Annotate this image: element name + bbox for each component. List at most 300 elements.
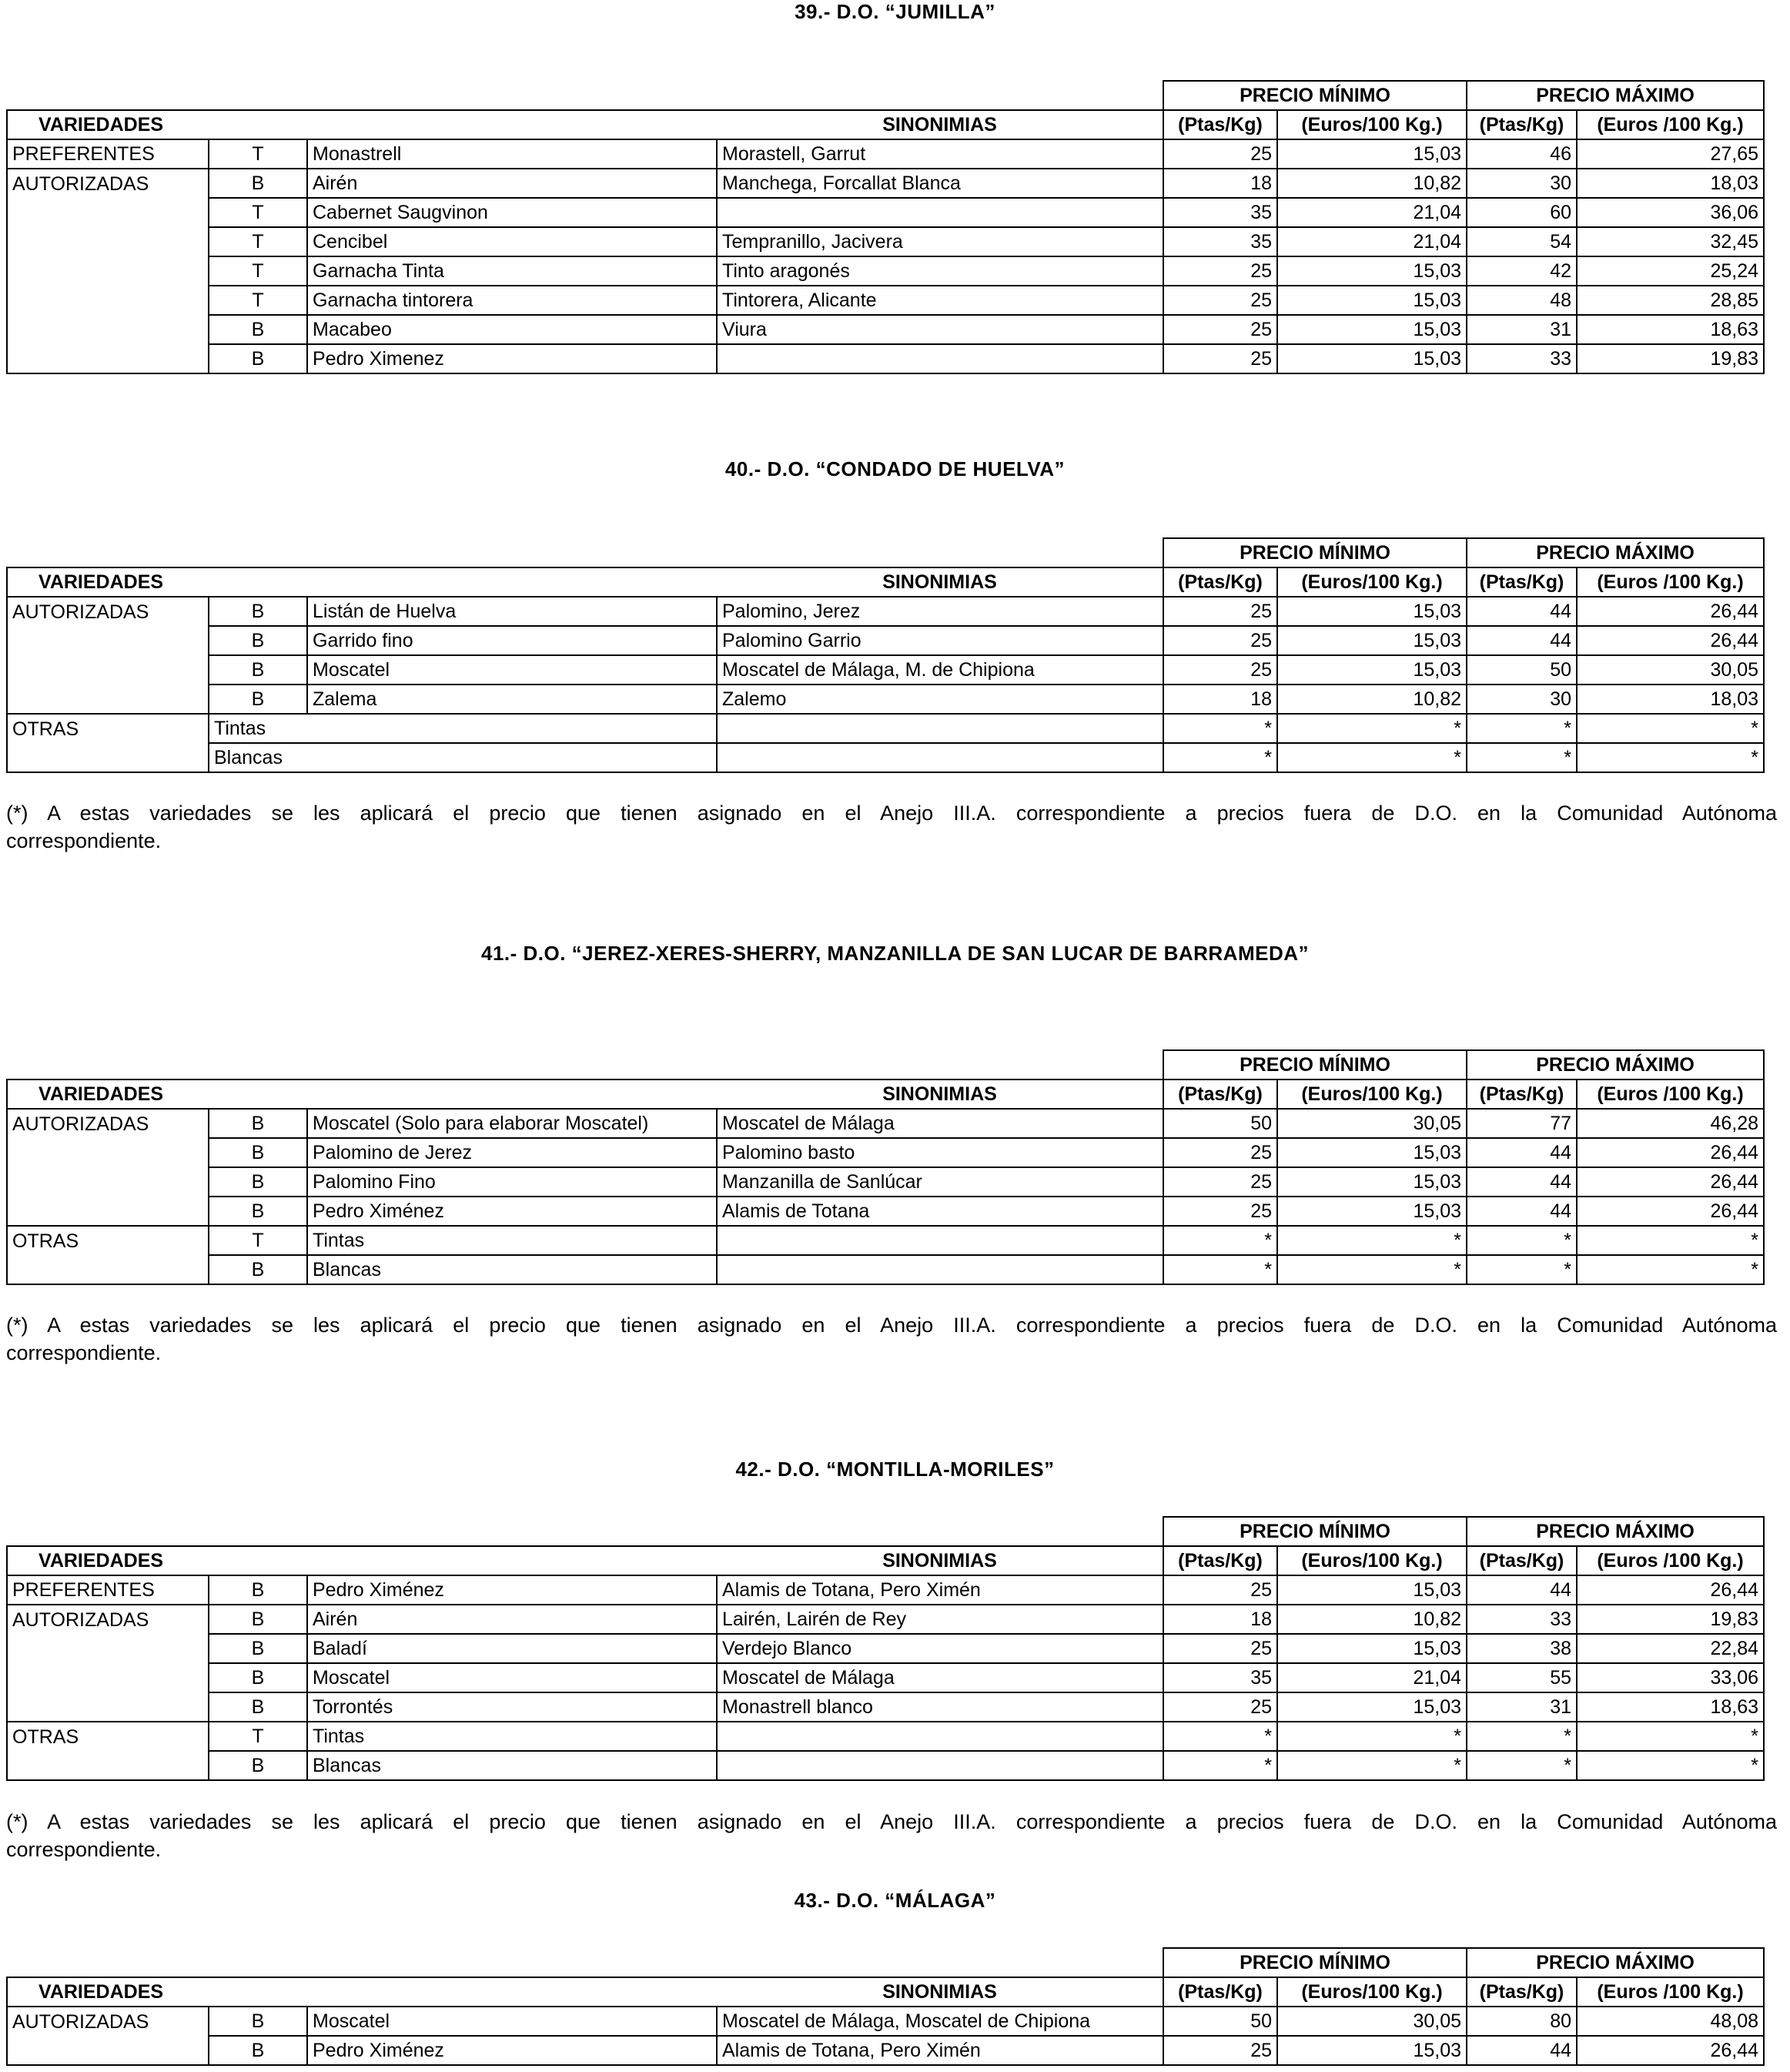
category-cell <box>7 1138 209 1167</box>
min-ptas-cell: * <box>1163 1722 1277 1751</box>
min-euros-cell: 15,03 <box>1277 1197 1467 1226</box>
category-cell: OTRAS <box>7 1226 209 1255</box>
max-euros-cell: 26,44 <box>1577 2036 1764 2065</box>
max-euros-cell: 26,44 <box>1577 1575 1764 1605</box>
synonyms-cell: Verdejo Blanco <box>717 1634 1163 1663</box>
max-ptas-cell: 44 <box>1467 597 1577 626</box>
max-euros-cell: 46,28 <box>1577 1109 1764 1138</box>
max-ptas-cell: * <box>1467 1751 1577 1780</box>
color-cell: B <box>209 1255 307 1284</box>
synonyms-cell <box>717 714 1163 743</box>
footnote-line: (*) A estas variedades se les aplicará el precio que tienen asignado en el Anejo III.A. correspondiente a precios fuera de D.O. en la Comunidad Autónoma <box>6 1314 1777 1337</box>
variety-cell: Garrido fino <box>307 626 717 655</box>
variety-cell: Moscatel <box>307 2007 717 2036</box>
synonyms-cell: Zalemo <box>717 685 1163 714</box>
category-cell: PREFERENTES <box>7 1575 209 1605</box>
variety-cell: Moscatel <box>307 1663 717 1692</box>
category-cell <box>7 1255 209 1284</box>
header-blank <box>7 1050 1163 1080</box>
min-euros-cell: 15,03 <box>1277 286 1467 315</box>
table-row <box>7 198 1764 227</box>
variety-cell: Pedro Ximénez <box>307 2036 717 2065</box>
max-euros-cell: 26,44 <box>1577 1167 1764 1197</box>
header-blank <box>7 1948 1163 1977</box>
color-cell: B <box>209 1167 307 1197</box>
color-cell: T <box>209 198 307 227</box>
max-euros-cell: 26,44 <box>1577 597 1764 626</box>
color-cell: T <box>209 139 307 169</box>
table-row <box>7 1255 1764 1284</box>
max-euros-cell: 26,44 <box>1577 1138 1764 1167</box>
max-euros-cell: 33,06 <box>1577 1663 1764 1692</box>
max-ptas-cell: 44 <box>1467 626 1577 655</box>
category-cell <box>7 1167 209 1197</box>
footnote-line: correspondiente. <box>6 1838 162 1861</box>
section-title: 41.- D.O. “JEREZ-XERES-SHERRY, MANZANILLA DE SAN LUCAR DE BARRAMEDA” <box>480 942 1310 965</box>
min-euros-cell: 15,03 <box>1277 626 1467 655</box>
color-cell: B <box>209 655 307 685</box>
category-cell: AUTORIZADAS <box>7 1109 209 1138</box>
color-cell: T <box>209 1722 307 1751</box>
table-row <box>7 1226 1764 1255</box>
min-ptas-cell: 50 <box>1163 1109 1277 1138</box>
min-euros-cell: 10,82 <box>1277 1605 1467 1634</box>
category-cell <box>7 685 209 714</box>
color-cell: B <box>209 1663 307 1692</box>
precio-maximo-header: PRECIO MÁXIMO <box>1467 81 1764 110</box>
synonyms-cell: Tintorera, Alicante <box>717 286 1163 315</box>
category-cell <box>7 626 209 655</box>
min-euros-cell: 15,03 <box>1277 139 1467 169</box>
variety-cell: Pedro Ximenez <box>307 344 717 373</box>
max-euros-cell: 19,83 <box>1577 1605 1764 1634</box>
min-ptas-cell: * <box>1163 1226 1277 1255</box>
ptas-min-header: (Ptas/Kg) <box>1163 110 1277 139</box>
category-cell: OTRAS <box>7 1722 209 1751</box>
min-ptas-cell: 25 <box>1163 655 1277 685</box>
min-euros-cell: 15,03 <box>1277 344 1467 373</box>
category-cell <box>7 256 209 286</box>
precio-minimo-header: PRECIO MÍNIMO <box>1163 1517 1467 1546</box>
variety-cell: Macabeo <box>307 315 717 344</box>
precio-minimo-header: PRECIO MÍNIMO <box>1163 81 1467 110</box>
synonyms-cell: Alamis de Totana, Pero Ximén <box>717 1575 1163 1605</box>
min-ptas-cell: 25 <box>1163 597 1277 626</box>
max-ptas-cell: * <box>1467 1255 1577 1284</box>
variety-cell: Palomino Fino <box>307 1167 717 1197</box>
color-cell: T <box>209 256 307 286</box>
variety-cell: Moscatel (Solo para elaborar Moscatel) <box>307 1109 717 1138</box>
synonyms-cell: Moscatel de Málaga <box>717 1663 1163 1692</box>
synonyms-cell: Alamis de Totana, Pero Ximén <box>717 2036 1163 2065</box>
table-row <box>7 1138 1764 1167</box>
variety-cell: Blancas <box>307 1255 717 1284</box>
min-euros-cell: 15,03 <box>1277 1138 1467 1167</box>
table-row <box>7 315 1764 344</box>
footnote-line: (*) A estas variedades se les aplicará el precio que tienen asignado en el Anejo III.A. correspondiente a precios fuera de D.O. en la Comunidad Autónoma <box>6 802 1777 825</box>
max-ptas-cell: 33 <box>1467 344 1577 373</box>
synonyms-cell: Lairén, Lairén de Rey <box>717 1605 1163 1634</box>
footnote <box>6 799 1777 855</box>
precio-maximo-header: PRECIO MÁXIMO <box>1467 538 1764 567</box>
color-cell: B <box>209 1751 307 1780</box>
euros-min-header: (Euros/100 Kg.) <box>1277 1080 1467 1109</box>
sinonimias-header: SINONIMIAS <box>717 1546 1163 1575</box>
max-euros-cell: 36,06 <box>1577 198 1764 227</box>
max-euros-cell: 18,63 <box>1577 1692 1764 1722</box>
color-cell: B <box>209 315 307 344</box>
category-cell <box>7 344 209 373</box>
table-row <box>7 1634 1764 1663</box>
max-euros-cell: * <box>1577 743 1764 772</box>
min-ptas-cell: * <box>1163 1751 1277 1780</box>
table-row <box>7 1692 1764 1722</box>
synonyms-cell <box>717 1226 1163 1255</box>
variety-cell: Tintas <box>307 1226 717 1255</box>
category-cell: PREFERENTES <box>7 139 209 169</box>
min-ptas-cell: * <box>1163 1255 1277 1284</box>
category-cell <box>7 315 209 344</box>
max-ptas-cell: 44 <box>1467 1138 1577 1167</box>
color-cell: B <box>209 1692 307 1722</box>
table-row <box>7 597 1764 626</box>
synonyms-cell <box>717 344 1163 373</box>
min-ptas-cell: 25 <box>1163 1692 1277 1722</box>
price-table <box>6 537 1765 773</box>
precio-maximo-header: PRECIO MÁXIMO <box>1467 1517 1764 1546</box>
max-ptas-cell: 42 <box>1467 256 1577 286</box>
max-euros-cell: 28,85 <box>1577 286 1764 315</box>
synonyms-cell: Monastrell blanco <box>717 1692 1163 1722</box>
color-cell: B <box>209 626 307 655</box>
max-ptas-cell: 44 <box>1467 1197 1577 1226</box>
table-row <box>7 714 1764 743</box>
section-title: 42.- D.O. “MONTILLA-MORILES” <box>735 1458 1055 1481</box>
synonyms-cell: Morastell, Garrut <box>717 139 1163 169</box>
footnote-line: (*) A estas variedades se les aplicará el precio que tienen asignado en el Anejo III.A. correspondiente a precios fuera de D.O. en la Comunidad Autónoma <box>6 1810 1777 1833</box>
min-ptas-cell: 25 <box>1163 286 1277 315</box>
category-cell: AUTORIZADAS <box>7 1605 209 1634</box>
sinonimias-header: SINONIMIAS <box>717 1977 1163 2007</box>
color-cell: B <box>209 597 307 626</box>
euros-min-header: (Euros/100 Kg.) <box>1277 1546 1467 1575</box>
variety-cell: Moscatel <box>307 655 717 685</box>
color-cell: B <box>209 1575 307 1605</box>
precio-minimo-header: PRECIO MÍNIMO <box>1163 1050 1467 1080</box>
variety-cell: Garnacha tintorera <box>307 286 717 315</box>
variety-cell: Tintas <box>209 714 717 743</box>
synonyms-cell <box>717 1722 1163 1751</box>
color-cell: B <box>209 685 307 714</box>
euros-max-header: (Euros /100 Kg.) <box>1577 567 1764 597</box>
min-euros-cell: * <box>1277 1751 1467 1780</box>
max-euros-cell: 25,24 <box>1577 256 1764 286</box>
max-ptas-cell: 30 <box>1467 169 1577 198</box>
min-ptas-cell: * <box>1163 743 1277 772</box>
variety-cell: Baladí <box>307 1634 717 1663</box>
ptas-min-header: (Ptas/Kg) <box>1163 1977 1277 2007</box>
variety-cell: Monastrell <box>307 139 717 169</box>
max-euros-cell: * <box>1577 1226 1764 1255</box>
max-ptas-cell: 30 <box>1467 685 1577 714</box>
table-row <box>7 1167 1764 1197</box>
color-cell: B <box>209 1138 307 1167</box>
variety-cell: Zalema <box>307 685 717 714</box>
min-ptas-cell: 25 <box>1163 139 1277 169</box>
table-row <box>7 286 1764 315</box>
euros-max-header: (Euros /100 Kg.) <box>1577 1080 1764 1109</box>
price-table <box>6 1049 1765 1285</box>
synonyms-cell: Moscatel de Málaga, M. de Chipiona <box>717 655 1163 685</box>
min-ptas-cell: 25 <box>1163 256 1277 286</box>
max-euros-cell: 22,84 <box>1577 1634 1764 1663</box>
color-cell: B <box>209 1605 307 1634</box>
max-ptas-cell: 50 <box>1467 655 1577 685</box>
table-row <box>7 169 1764 198</box>
category-cell <box>7 286 209 315</box>
footnote-line: correspondiente. <box>6 829 162 852</box>
max-ptas-cell: 77 <box>1467 1109 1577 1138</box>
max-ptas-cell: 60 <box>1467 198 1577 227</box>
section-title: 39.- D.O. “JUMILLA” <box>795 0 995 23</box>
min-ptas-cell: 18 <box>1163 169 1277 198</box>
variety-cell: Blancas <box>209 743 717 772</box>
category-cell: AUTORIZADAS <box>7 169 209 198</box>
synonyms-cell <box>717 1751 1163 1780</box>
variety-cell: Garnacha Tinta <box>307 256 717 286</box>
euros-max-header: (Euros /100 Kg.) <box>1577 1546 1764 1575</box>
table-row <box>7 1722 1764 1751</box>
min-ptas-cell: 25 <box>1163 1167 1277 1197</box>
max-euros-cell: 32,45 <box>1577 227 1764 256</box>
footnote <box>6 1311 1777 1367</box>
max-euros-cell: * <box>1577 1255 1764 1284</box>
ptas-min-header: (Ptas/Kg) <box>1163 567 1277 597</box>
max-euros-cell: 18,03 <box>1577 685 1764 714</box>
price-table <box>6 1947 1765 2066</box>
precio-maximo-header: PRECIO MÁXIMO <box>1467 1050 1764 1080</box>
variety-cell: Pedro Ximénez <box>307 1575 717 1605</box>
price-table <box>6 1516 1765 1781</box>
footnote-line: correspondiente. <box>6 1341 162 1364</box>
max-ptas-cell: 44 <box>1467 1167 1577 1197</box>
min-ptas-cell: 50 <box>1163 2007 1277 2036</box>
min-euros-cell: 15,03 <box>1277 315 1467 344</box>
variedades-header: VARIEDADES <box>7 110 717 139</box>
max-euros-cell: 18,63 <box>1577 315 1764 344</box>
header-blank <box>7 81 1163 110</box>
precio-minimo-header: PRECIO MÍNIMO <box>1163 538 1467 567</box>
precio-maximo-header: PRECIO MÁXIMO <box>1467 1948 1764 1977</box>
color-cell: T <box>209 227 307 256</box>
max-ptas-cell: 46 <box>1467 139 1577 169</box>
table-row <box>7 344 1764 373</box>
max-euros-cell: 27,65 <box>1577 139 1764 169</box>
max-euros-cell: 48,08 <box>1577 2007 1764 2036</box>
max-euros-cell: 30,05 <box>1577 655 1764 685</box>
min-ptas-cell: 25 <box>1163 2036 1277 2065</box>
min-ptas-cell: 25 <box>1163 1634 1277 1663</box>
synonyms-cell <box>717 198 1163 227</box>
max-ptas-cell: 80 <box>1467 2007 1577 2036</box>
synonyms-cell <box>717 743 1163 772</box>
ptas-max-header: (Ptas/Kg) <box>1467 1546 1577 1575</box>
min-euros-cell: * <box>1277 743 1467 772</box>
table-row <box>7 1197 1764 1226</box>
euros-min-header: (Euros/100 Kg.) <box>1277 110 1467 139</box>
variedades-header: VARIEDADES <box>7 1546 717 1575</box>
color-cell: B <box>209 2036 307 2065</box>
min-euros-cell: * <box>1277 1255 1467 1284</box>
ptas-min-header: (Ptas/Kg) <box>1163 1080 1277 1109</box>
min-euros-cell: 15,03 <box>1277 1575 1467 1605</box>
min-euros-cell: 15,03 <box>1277 256 1467 286</box>
header-blank <box>7 1517 1163 1546</box>
table-row <box>7 1751 1764 1780</box>
min-euros-cell: 10,82 <box>1277 685 1467 714</box>
category-cell <box>7 1692 209 1722</box>
max-ptas-cell: 31 <box>1467 1692 1577 1722</box>
max-ptas-cell: 55 <box>1467 1663 1577 1692</box>
min-euros-cell: 15,03 <box>1277 1167 1467 1197</box>
variety-cell: Pedro Ximénez <box>307 1197 717 1226</box>
color-cell: B <box>209 344 307 373</box>
section-title: 40.- D.O. “CONDADO DE HUELVA” <box>724 457 1066 480</box>
category-cell <box>7 655 209 685</box>
min-ptas-cell: 25 <box>1163 344 1277 373</box>
max-ptas-cell: * <box>1467 714 1577 743</box>
header-blank <box>7 538 1163 567</box>
category-cell <box>7 743 209 772</box>
category-cell <box>7 1197 209 1226</box>
min-ptas-cell: 18 <box>1163 1605 1277 1634</box>
table-row <box>7 1605 1764 1634</box>
color-cell: T <box>209 1226 307 1255</box>
max-ptas-cell: 33 <box>1467 1605 1577 1634</box>
variety-cell: Cencibel <box>307 227 717 256</box>
min-ptas-cell: 35 <box>1163 227 1277 256</box>
ptas-max-header: (Ptas/Kg) <box>1467 110 1577 139</box>
category-cell: AUTORIZADAS <box>7 597 209 626</box>
max-ptas-cell: * <box>1467 1226 1577 1255</box>
min-euros-cell: 15,03 <box>1277 655 1467 685</box>
max-euros-cell: * <box>1577 714 1764 743</box>
category-cell <box>7 2036 209 2065</box>
color-cell: B <box>209 169 307 198</box>
min-ptas-cell: 25 <box>1163 626 1277 655</box>
color-cell: B <box>209 1634 307 1663</box>
variety-cell: Airén <box>307 1605 717 1634</box>
synonyms-cell: Tinto aragonés <box>717 256 1163 286</box>
min-ptas-cell: 25 <box>1163 1197 1277 1226</box>
variety-cell: Palomino de Jerez <box>307 1138 717 1167</box>
min-ptas-cell: * <box>1163 714 1277 743</box>
min-euros-cell: 21,04 <box>1277 1663 1467 1692</box>
min-euros-cell: 21,04 <box>1277 227 1467 256</box>
min-euros-cell: 15,03 <box>1277 1634 1467 1663</box>
max-ptas-cell: 48 <box>1467 286 1577 315</box>
table-row <box>7 685 1764 714</box>
max-ptas-cell: 31 <box>1467 315 1577 344</box>
table-row <box>7 1109 1764 1138</box>
ptas-max-header: (Ptas/Kg) <box>1467 1080 1577 1109</box>
ptas-min-header: (Ptas/Kg) <box>1163 1546 1277 1575</box>
table-row <box>7 256 1764 286</box>
section-title: 43.- D.O. “MÁLAGA” <box>794 1889 996 1912</box>
table-row <box>7 1575 1764 1605</box>
color-cell: T <box>209 286 307 315</box>
table-row <box>7 139 1764 169</box>
category-cell: AUTORIZADAS <box>7 2007 209 2036</box>
max-euros-cell: * <box>1577 1751 1764 1780</box>
sinonimias-header: SINONIMIAS <box>717 1080 1163 1109</box>
table-row <box>7 743 1764 772</box>
min-ptas-cell: 18 <box>1163 685 1277 714</box>
color-cell: B <box>209 1197 307 1226</box>
variety-cell: Cabernet Saugvinon <box>307 198 717 227</box>
table-row <box>7 227 1764 256</box>
category-cell <box>7 1751 209 1780</box>
euros-max-header: (Euros /100 Kg.) <box>1577 1977 1764 2007</box>
max-ptas-cell: * <box>1467 743 1577 772</box>
min-euros-cell: 30,05 <box>1277 2007 1467 2036</box>
color-cell: B <box>209 2007 307 2036</box>
max-euros-cell: 19,83 <box>1577 344 1764 373</box>
synonyms-cell: Moscatel de Málaga, Moscatel de Chipiona <box>717 2007 1163 2036</box>
max-euros-cell: * <box>1577 1722 1764 1751</box>
category-cell: OTRAS <box>7 714 209 743</box>
synonyms-cell: Alamis de Totana <box>717 1197 1163 1226</box>
synonyms-cell: Palomino, Jerez <box>717 597 1163 626</box>
variedades-header: VARIEDADES <box>7 1080 717 1109</box>
max-euros-cell: 26,44 <box>1577 626 1764 655</box>
min-euros-cell: * <box>1277 1226 1467 1255</box>
table-row <box>7 2007 1764 2036</box>
min-euros-cell: 30,05 <box>1277 1109 1467 1138</box>
min-ptas-cell: 35 <box>1163 1663 1277 1692</box>
min-euros-cell: * <box>1277 1722 1467 1751</box>
synonyms-cell: Moscatel de Málaga <box>717 1109 1163 1138</box>
euros-max-header: (Euros /100 Kg.) <box>1577 110 1764 139</box>
table-row <box>7 1663 1764 1692</box>
max-ptas-cell: 54 <box>1467 227 1577 256</box>
variety-cell: Tintas <box>307 1722 717 1751</box>
table-row <box>7 626 1764 655</box>
precio-minimo-header: PRECIO MÍNIMO <box>1163 1948 1467 1977</box>
synonyms-cell: Viura <box>717 315 1163 344</box>
max-ptas-cell: 38 <box>1467 1634 1577 1663</box>
min-euros-cell: 15,03 <box>1277 2036 1467 2065</box>
variedades-header: VARIEDADES <box>7 567 717 597</box>
min-euros-cell: 15,03 <box>1277 1692 1467 1722</box>
variety-cell: Torrontés <box>307 1692 717 1722</box>
min-ptas-cell: 25 <box>1163 1138 1277 1167</box>
synonyms-cell: Palomino Garrio <box>717 626 1163 655</box>
category-cell <box>7 1634 209 1663</box>
ptas-max-header: (Ptas/Kg) <box>1467 1977 1577 2007</box>
variety-cell: Airén <box>307 169 717 198</box>
variety-cell: Blancas <box>307 1751 717 1780</box>
max-euros-cell: 26,44 <box>1577 1197 1764 1226</box>
min-euros-cell: * <box>1277 714 1467 743</box>
min-euros-cell: 10,82 <box>1277 169 1467 198</box>
min-ptas-cell: 25 <box>1163 1575 1277 1605</box>
synonyms-cell: Manchega, Forcallat Blanca <box>717 169 1163 198</box>
max-ptas-cell: * <box>1467 1722 1577 1751</box>
category-cell <box>7 227 209 256</box>
min-euros-cell: 15,03 <box>1277 597 1467 626</box>
table-row <box>7 655 1764 685</box>
